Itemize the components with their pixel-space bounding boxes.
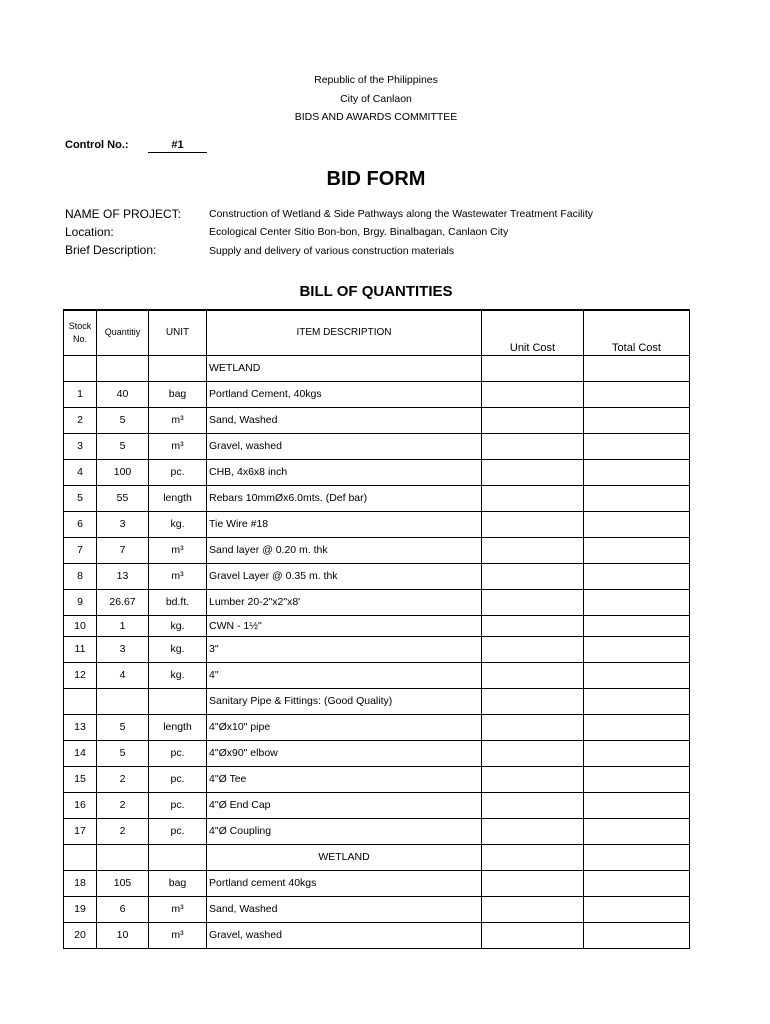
location-label: Location: [65,225,114,239]
unit-cell: kg. [149,662,207,688]
total-cost-cell[interactable] [584,381,690,407]
unit-cost-cell[interactable] [482,766,584,792]
header-city: City of Canlaon [340,93,412,105]
table-row [64,792,690,818]
unit-cost-cell[interactable] [482,563,584,589]
item-description-cell: Gravel Layer @ 0.35 m. thk [207,563,482,589]
table-row [64,459,690,485]
header-republic: Republic of the Philippines [314,74,438,86]
table-row [64,511,690,537]
unit-cost-cell[interactable] [482,433,584,459]
item-description-cell: CWN - 1½" [207,615,482,636]
total-cost-cell[interactable] [584,662,690,688]
unit-cost-cell[interactable] [482,870,584,896]
table-row [64,563,690,589]
project-name-label: NAME OF PROJECT: [65,207,182,221]
unit-cell: bag [149,381,207,407]
item-description-cell: Gravel, washed [207,922,482,948]
unit-cell: m³ [149,896,207,922]
item-description-cell: Sanitary Pipe & Fittings: (Good Quality) [207,688,482,714]
bill-of-quantities-title: BILL OF QUANTITIES [299,283,453,300]
quantity-cell: 5 [97,714,149,740]
item-description-cell: 4"Ø Tee [207,766,482,792]
unit-cell: length [149,714,207,740]
table-row [64,844,690,870]
stock-no-cell: 6 [64,511,97,537]
unit-cost-cell[interactable] [482,459,584,485]
item-description-cell: WETLAND [207,355,482,381]
table-row [64,662,690,688]
stock-no-cell [64,844,97,870]
unit-cell: bd.ft. [149,589,207,615]
unit-cell: m³ [149,563,207,589]
total-cost-cell[interactable] [584,537,690,563]
stock-no-cell: 20 [64,922,97,948]
unit-cost-cell[interactable] [482,537,584,563]
total-cost-cell[interactable] [584,688,690,714]
brief-description-label: Brief Description: [65,243,157,257]
table-row [64,870,690,896]
stock-no-cell: 13 [64,714,97,740]
unit-cell: m³ [149,537,207,563]
header-stock-line2: No. [72,333,87,344]
stock-no-cell: 19 [64,896,97,922]
stock-no-cell: 18 [64,870,97,896]
total-cost-cell[interactable] [584,485,690,511]
unit-cell: kg. [149,511,207,537]
quantity-cell: 6 [97,896,149,922]
unit-cell: m³ [149,433,207,459]
unit-cost-cell[interactable] [482,381,584,407]
quantity-cell: 3 [97,636,149,662]
table-row [64,818,690,844]
quantity-cell: 26.67 [97,589,149,615]
table-row [64,896,690,922]
unit-cell: pc. [149,766,207,792]
unit-cost-cell[interactable] [482,407,584,433]
total-cost-cell[interactable] [584,870,690,896]
unit-cost-cell[interactable] [482,688,584,714]
unit-cell [149,688,207,714]
total-cost-cell[interactable] [584,896,690,922]
total-cost-cell[interactable] [584,714,690,740]
item-description-cell: Gravel, washed [207,433,482,459]
stock-no-cell: 8 [64,563,97,589]
stock-no-cell: 1 [64,381,97,407]
stock-no-cell [64,688,97,714]
unit-cost-cell[interactable] [482,662,584,688]
header-stock-line1: Stock [68,320,92,331]
quantity-cell: 2 [97,818,149,844]
quantity-cell: 2 [97,792,149,818]
unit-cell: kg. [149,636,207,662]
quantity-cell: 105 [97,870,149,896]
table-row [64,688,690,714]
unit-cost-cell[interactable] [482,714,584,740]
stock-no-cell: 3 [64,433,97,459]
total-cost-cell[interactable] [584,636,690,662]
unit-cost-cell[interactable] [482,636,584,662]
unit-cost-cell[interactable] [482,818,584,844]
unit-cost-cell[interactable] [482,740,584,766]
item-description-cell: 4"Ø End Cap [207,792,482,818]
item-description-cell: 4"Øx10" pipe [207,714,482,740]
quantity-cell: 2 [97,766,149,792]
quantity-cell: 1 [97,615,149,636]
unit-cell: m³ [149,407,207,433]
stock-no-cell: 12 [64,662,97,688]
stock-no-cell: 5 [64,485,97,511]
stock-no-cell: 2 [64,407,97,433]
stock-no-cell: 11 [64,636,97,662]
table-row [64,740,690,766]
total-cost-cell[interactable] [584,740,690,766]
stock-no-cell: 14 [64,740,97,766]
total-cost-cell[interactable] [584,355,690,381]
control-number-label: Control No.: [65,139,129,151]
unit-cell: pc. [149,740,207,766]
table-row [64,615,690,636]
unit-cell: m³ [149,922,207,948]
quantity-cell: 4 [97,662,149,688]
total-cost-cell[interactable] [584,615,690,636]
header-quantity: Quantitiy [97,310,149,355]
item-description-cell: Portland Cement, 40kgs [207,381,482,407]
unit-cost-cell[interactable] [482,589,584,615]
table-row [64,589,690,615]
header-stock-no [64,310,97,355]
header-unit-cost: Unit Cost [482,310,584,355]
total-cost-cell[interactable] [584,844,690,870]
item-description-cell: Rebars 10mmØx6.0mts. (Def bar) [207,485,482,511]
unit-cost-cell[interactable] [482,355,584,381]
table-row [64,355,690,381]
table-row [64,636,690,662]
table-body [64,355,690,948]
total-cost-cell[interactable] [584,818,690,844]
header-committee: BIDS AND AWARDS COMMITTEE [294,111,458,123]
unit-cell: pc. [149,792,207,818]
table-row [64,922,690,948]
table-row [64,433,690,459]
quantity-cell: 5 [97,740,149,766]
brief-description-value: Supply and delivery of various construction materials [209,245,455,257]
item-description-cell: Tie Wire #18 [207,511,482,537]
quantity-cell: 3 [97,511,149,537]
item-description-cell: Lumber 20-2"x2"x8' [207,589,482,615]
quantity-cell [97,355,149,381]
unit-cell [149,844,207,870]
stock-no-cell [64,355,97,381]
quantity-cell: 5 [97,407,149,433]
unit-cost-cell[interactable] [482,485,584,511]
item-description-cell: Sand, Washed [207,407,482,433]
total-cost-cell[interactable] [584,792,690,818]
document-title: BID FORM [326,168,426,190]
unit-cell: kg. [149,615,207,636]
quantity-cell: 55 [97,485,149,511]
item-description-cell: 4" [207,662,482,688]
item-description-cell: CHB, 4x6x8 inch [207,459,482,485]
item-description-cell: Sand layer @ 0.20 m. thk [207,537,482,563]
stock-no-cell: 9 [64,589,97,615]
table-row [64,485,690,511]
bill-of-quantities-table [63,309,690,949]
total-cost-cell[interactable] [584,922,690,948]
unit-cost-cell[interactable] [482,844,584,870]
item-description-cell: 4"Ø Coupling [207,818,482,844]
quantity-cell: 7 [97,537,149,563]
total-cost-cell[interactable] [584,766,690,792]
total-cost-cell[interactable] [584,511,690,537]
unit-cell: pc. [149,818,207,844]
table-row [64,766,690,792]
header-total-cost: Total Cost [584,310,690,355]
total-cost-cell[interactable] [584,433,690,459]
total-cost-cell[interactable] [584,407,690,433]
quantity-cell [97,844,149,870]
item-description-cell: Portland cement 40kgs [207,870,482,896]
item-description-cell: 4"Øx90" elbow [207,740,482,766]
table-row [64,714,690,740]
location-value: Ecological Center Sitio Bon-bon, Brgy. Binalbagan, Canlaon City [209,226,509,238]
stock-no-cell: 10 [64,615,97,636]
header-unit: UNIT [149,310,207,355]
quantity-cell: 100 [97,459,149,485]
item-description-cell: Sand, Washed [207,896,482,922]
unit-cell: length [149,485,207,511]
unit-cell: bag [149,870,207,896]
stock-no-cell: 15 [64,766,97,792]
unit-cost-cell[interactable] [482,615,584,636]
unit-cost-cell[interactable] [482,896,584,922]
quantity-cell: 10 [97,922,149,948]
project-name-value: Construction of Wetland & Side Pathways along the Wastewater Treatment Facility [209,208,594,220]
total-cost-cell[interactable] [584,563,690,589]
stock-no-cell: 4 [64,459,97,485]
table-row [64,407,690,433]
quantity-cell: 40 [97,381,149,407]
control-number-value: #1 [148,139,207,153]
table-row [64,537,690,563]
unit-cost-cell[interactable] [482,792,584,818]
total-cost-cell[interactable] [584,459,690,485]
table-header-row [64,310,690,355]
item-description-cell: 3" [207,636,482,662]
stock-no-cell: 17 [64,818,97,844]
unit-cost-cell[interactable] [482,922,584,948]
header-item-description: ITEM DESCRIPTION [207,310,482,355]
quantity-cell [97,688,149,714]
stock-no-cell: 7 [64,537,97,563]
total-cost-cell[interactable] [584,589,690,615]
unit-cell: pc. [149,459,207,485]
unit-cost-cell[interactable] [482,511,584,537]
quantity-cell: 13 [97,563,149,589]
item-description-cell: WETLAND [207,844,482,870]
stock-no-cell: 16 [64,792,97,818]
unit-cell [149,355,207,381]
table-row [64,381,690,407]
quantity-cell: 5 [97,433,149,459]
